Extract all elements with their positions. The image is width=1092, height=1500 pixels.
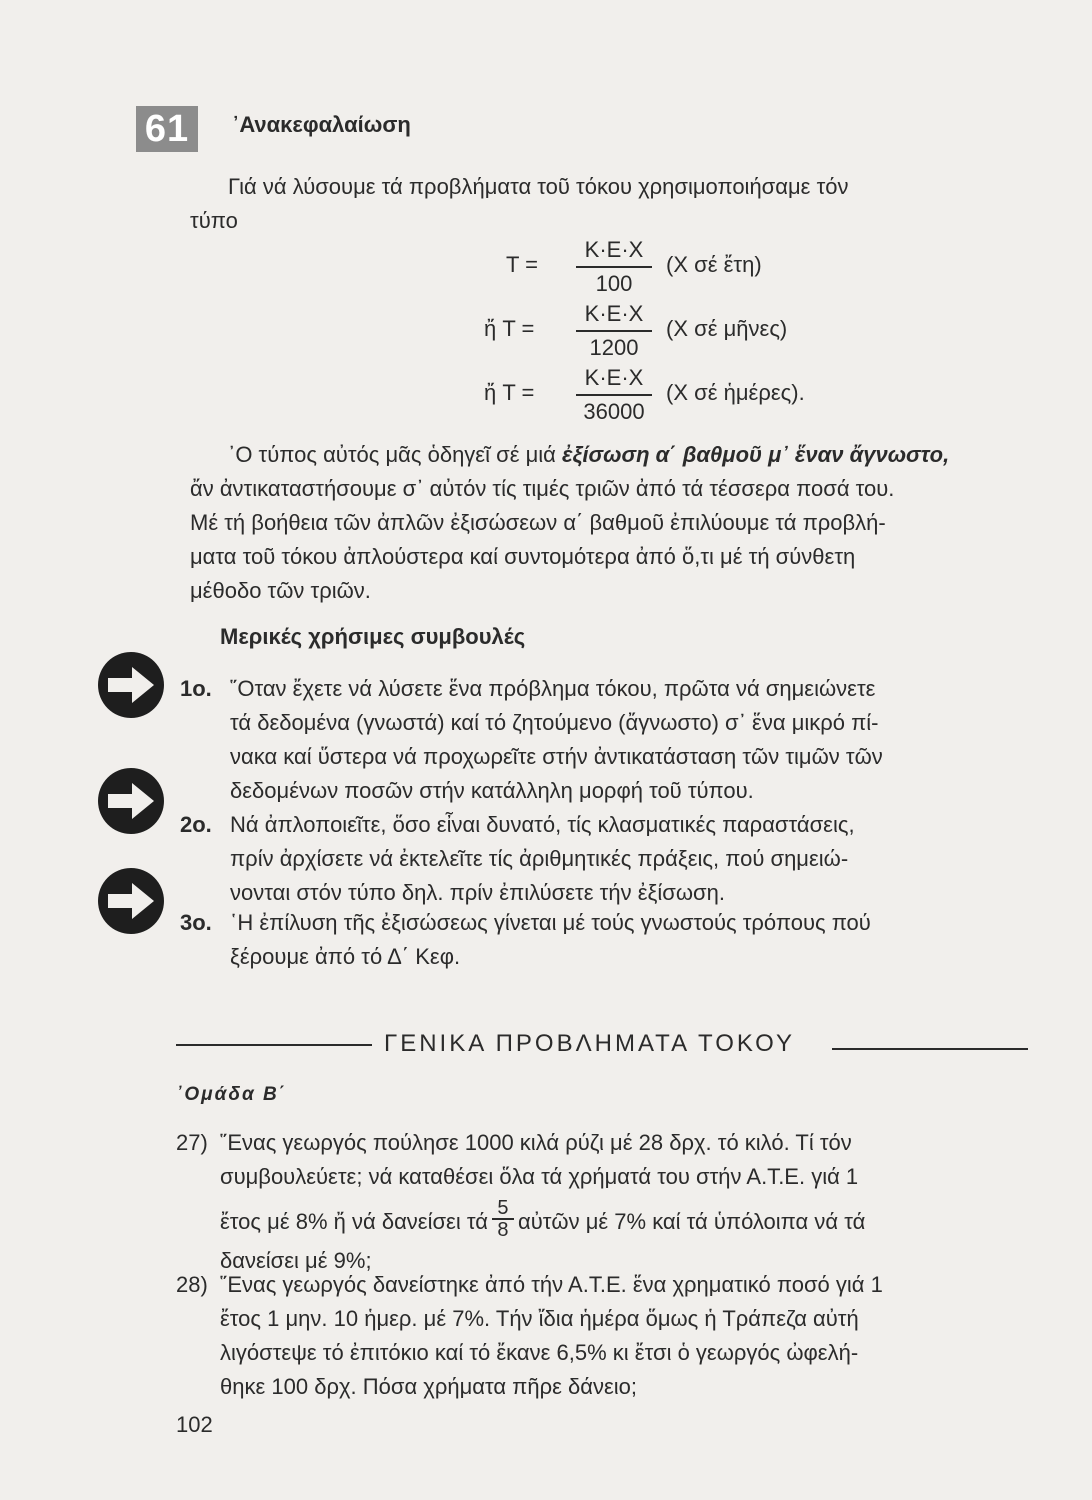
inline-fraction <box>492 1198 514 1240</box>
formula-lhs: T = <box>506 252 539 277</box>
arrow-right-icon <box>96 866 166 936</box>
problem-line: ῞Ενας γεωργός δανείστηκε ἀπό τήν Α.Τ.Ε. ἕνα χρηματικό ποσό γιά 1 <box>220 1272 883 1297</box>
problem-number: 28) <box>176 1272 208 1297</box>
formula-lhs: ἤ T = <box>484 316 535 341</box>
tip-line: πρίν ἀρχίσετε νά ἐκτελεῖτε τίς ἀριθμητικές πράξεις, πού σημειώ- <box>230 846 849 871</box>
interest-formulas <box>476 236 896 426</box>
formula-numerator: K·E·X <box>584 365 644 390</box>
tip-line: Νά ἀπλοποιεῖτε, ὅσο εἶναι δυνατό, τίς κλασματικές παραστάσεις, <box>230 812 855 837</box>
formula-lhs: ἤ T = <box>484 380 535 405</box>
fraction-denominator: 8 <box>497 1219 509 1241</box>
fraction-numerator: 5 <box>497 1197 509 1219</box>
formula-note: (X σέ ἡμέρες). <box>666 380 805 405</box>
group-label: ᾿Ομάδα Β΄ <box>176 1084 288 1105</box>
intro-line: τύπο <box>190 208 238 233</box>
problem-line <box>220 1197 1035 1244</box>
summary-line <box>190 438 1042 472</box>
formula-fraction <box>576 300 652 362</box>
summary-text: ᾿Ο τύπος αὐτός μᾶς ὁδηγεῖ σέ μιά <box>228 442 563 467</box>
tip-line: νονται στόν τύπο δηλ. πρίν ἐπιλύσετε τήν ἐξίσωση. <box>230 880 725 905</box>
arrow-right-icon <box>96 650 166 720</box>
formula-row-years <box>476 236 896 296</box>
tip-line: ῾Η ἐπίλυση τῆς ἐξισώσεως γίνεται μέ τούς γνωστούς τρόπους πού <box>230 910 871 935</box>
tip-line: ῞Οταν ἔχετε νά λύσετε ἕνα πρόβλημα τόκου, πρῶτα νά σημειώνετε <box>230 676 876 701</box>
problem-text-segment: αὐτῶν μέ 7% καί τά ὑπόλοιπα νά τά <box>517 1208 866 1234</box>
section-title: ᾿Ανακεφαλαίωση <box>232 112 411 137</box>
divider-rule <box>176 1044 372 1046</box>
formula-row-months <box>476 300 896 360</box>
tip-line: τά δεδομένα (γνωστά) καί τό ζητούμενο (ἄγνωστο) σ᾿ ἕνα μικρό πί- <box>230 710 879 735</box>
tip-text <box>230 906 1042 974</box>
tip-number: 2ο. <box>180 812 212 837</box>
tip-number: 3ο. <box>180 910 212 935</box>
formula-denominator: 100 <box>595 271 633 296</box>
problem-text <box>220 1268 1035 1404</box>
tips-title: Μερικές χρήσιμες συμβουλές <box>220 624 526 649</box>
intro-paragraph <box>190 170 1042 238</box>
formula-note: (X σέ ἔτη) <box>666 252 762 277</box>
fraction-bar <box>576 266 652 268</box>
problem-line: θηκε 100 δρχ. Πόσα χρήματα πῆρε δάνειο; <box>220 1374 638 1399</box>
emphasized-term: ἐξίσωση α΄ βαθμοῦ μ᾿ ἕναν ἄγνωστο, <box>562 442 950 467</box>
tip-text <box>230 808 1042 910</box>
tip-line: δεδομένων ποσῶν στήν κατάλληλη μορφή τοῦ τύπου. <box>230 778 754 803</box>
formula-fraction <box>576 236 652 298</box>
problem-line: ῞Ενας γεωργός πούλησε 1000 κιλά ρύζι μέ 28 δρχ. τό κιλό. Τί τόν <box>220 1130 852 1155</box>
intro-line: Γιά νά λύσουμε τά προβλήματα τοῦ τόκου χρησιμοποιήσαμε τόν <box>228 174 849 199</box>
tip-line: νακα καί ὕστερα νά προχωρεῖτε στήν ἀντικατάσταση τῶν τιμῶν τῶν <box>230 744 883 769</box>
fraction-bar <box>576 394 652 396</box>
divider-rule <box>832 1048 1028 1050</box>
summary-paragraph <box>190 438 1042 608</box>
arrow-right-icon <box>96 766 166 836</box>
problem-text-segment: ἔτος μέ 8% ἤ νά δανείσει τά <box>220 1208 488 1234</box>
problem-text <box>220 1126 1035 1278</box>
chapter-heading: ΓΕΝΙΚΑ ΠΡΟΒΛΗΜΑΤΑ ΤΟΚΟΥ <box>384 1030 796 1057</box>
formula-denominator: 1200 <box>589 335 639 360</box>
tip-text <box>230 672 1042 808</box>
tip-number: 1ο. <box>180 676 212 701</box>
formula-fraction <box>576 364 652 426</box>
problem-line: δανείσει μέ 9%; <box>220 1248 372 1273</box>
tip-line: ξέρουμε ἀπό τό Δ΄ Κεφ. <box>230 944 461 969</box>
fraction-bar <box>576 330 652 332</box>
problem-line: ἔτος 1 μην. 10 ἡμερ. μέ 7%. Τήν ἴδια ἡμέρα ὅμως ἡ Τράπεζα αὐτή <box>220 1306 859 1331</box>
formula-denominator: 36000 <box>583 399 645 424</box>
formula-numerator: K·E·X <box>584 237 644 262</box>
problem-line: συμβουλεύετε; νά καταθέσει ὅλα τά χρήματά του στήν Α.Τ.Ε. γιά 1 <box>220 1164 859 1189</box>
summary-line: μέθοδο τῶν τριῶν. <box>190 578 371 603</box>
page-number: 102 <box>176 1412 213 1437</box>
formula-numerator: K·E·X <box>584 301 644 326</box>
summary-line: ἄν ἀντικαταστήσουμε σ᾿ αὐτόν τίς τιμές τριῶν ἀπό τά τέσσερα ποσά του. <box>190 476 895 501</box>
summary-line: Μέ τή βοήθεια τῶν ἀπλῶν ἐξισώσεων α΄ βαθμοῦ ἐπιλύουμε τά προβλή- <box>190 510 886 535</box>
formula-row-days <box>476 364 896 424</box>
problem-line: λιγόστεψε τό ἐπιτόκιο καί τό ἔκανε 6,5% κι ἔτσι ὁ γεωργός ὠφελή- <box>220 1340 859 1365</box>
summary-line: ματα τοῦ τόκου ἀπλούστερα καί συντομότερα ἀπό ὅ,τι μέ τή σύνθετη <box>190 544 856 569</box>
formula-note: (X σέ μῆνες) <box>666 316 788 341</box>
section-number-badge: 61 <box>136 106 198 152</box>
problem-number: 27) <box>176 1130 208 1155</box>
